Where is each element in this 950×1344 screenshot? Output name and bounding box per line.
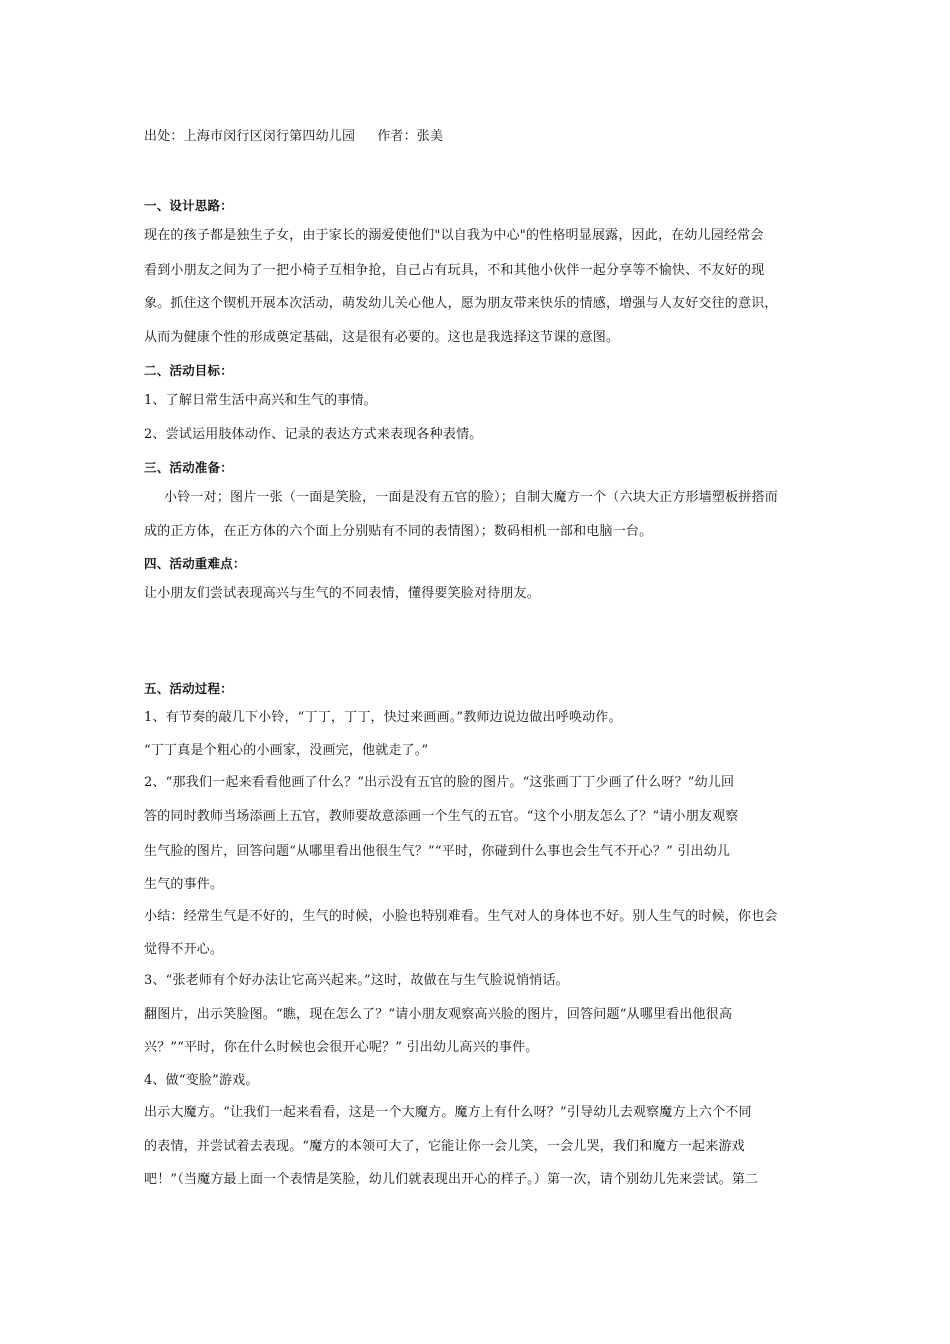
source-origin: 出处：上海市闵行区闵行第四幼儿园 [144,129,356,144]
paragraph-line: 小铃一对；图片一张（一面是笑脸，一面是没有五官的脸）；自制大魔方一个（六块大正方形墙塑板拼搭而 [164,490,778,505]
paragraph-line: 成的正方体，在正方体的六个面上分别贴有不同的表情图）；数码相机一部和电脑一台。 [144,524,653,539]
goal-item: 1、了解日常生活中高兴和生气的事情。 [144,393,377,408]
paragraph-line: 现在的孩子都是独生子女，由于家长的溺爱使他们"以自我为中心"的性格明显展露，因此，在幼儿园经常会 [144,228,764,243]
paragraph-line: 象。抓住这个锲机开展本次活动，萌发幼儿关心他人，愿为朋友带来快乐的情感，增强与人友好交往的意识， [144,296,778,311]
paragraph-line: 4、做“变脸”游戏。 [144,1073,259,1088]
heading-design-idea: 一、设计思路： [144,198,233,213]
paragraph-line: 3、“张老师有个好办法让它高兴起来。”这时，故做在与生气脸说悄悄话。 [144,973,569,988]
paragraph-line: 出示大魔方。“让我们一起来看看，这是一个大魔方。魔方上有什么呀？”引导幼儿去观察魔方上六个不同 [144,1105,752,1120]
source-line [144,129,814,145]
heading-process: 五、活动过程： [144,681,233,696]
paragraph-line: 兴？”“平时，你在什么时候也会很开心呢？” 引出幼儿高兴的事件。 [144,1040,539,1055]
paragraph-line: 的表情，并尝试着去表现。“魔方的本领可大了，它能让你一会儿笑，一会儿哭，我们和魔方一起来游戏 [144,1139,745,1154]
paragraph-line: 1、有节奏的敲几下小铃，“丁丁，丁丁，快过来画画。”教师边说边做出呼唤动作。 [144,710,622,725]
paragraph-line: 小结：经常生气是不好的，生气的时候，小脸也特别难看。生气对人的身体也不好。别人生气的时候，你也会 [144,909,778,924]
heading-preparation: 三、活动准备： [144,460,233,475]
paragraph-line: 2、“那我们一起来看看他画了什么？”出示没有五官的脸的图片。“这张画丁丁少画了什么呀？”幼儿回 [144,775,735,790]
source-author: 作者：张美 [377,129,444,144]
paragraph-line: 觉得不开心。 [144,942,224,957]
paragraph-line: 生气的事件。 [144,877,224,892]
paragraph-line: 生气脸的图片，回答问题“从哪里看出他很生气？”“平时，你碰到什么事也会生气不开心？” 引出幼儿 [144,844,731,859]
paragraph-line: 答的同时教师当场添画上五官，教师要故意添画一个生气的五官。“这个小朋友怎么了？”请小朋友观察 [144,809,739,824]
paragraph-line: 吧！”（当魔方最上面一个表情是笑脸，幼儿们就表现出开心的样子。）第一次，请个别幼儿先来尝试。第二 [144,1172,759,1187]
goal-item: 2、尝试运用肢体动作、记录的表达方式来表现各种表情。 [144,427,483,442]
paragraph-line: “丁丁真是个粗心的小画家，没画完，他就走了。” [144,743,429,758]
paragraph-line: 让小朋友们尝试表现高兴与生气的不同表情，懂得要笑脸对待朋友。 [144,586,541,601]
heading-goals: 二、活动目标： [144,363,233,378]
paragraph-line: 从而为健康个性的形成奠定基础，这是很有必要的。这也是我选择这节课的意图。 [144,330,620,345]
paragraph-line: 翻图片，出示笑脸图。“瞧，现在怎么了？”请小朋友观察高兴脸的图片，回答问题“从哪里看出他很高 [144,1007,733,1022]
heading-key-points: 四、活动重难点： [144,556,246,571]
paragraph-line: 看到小朋友之间为了一把小椅子互相争抢，自己占有玩具，不和其他小伙伴一起分享等不愉快、不友好的现 [144,263,765,278]
